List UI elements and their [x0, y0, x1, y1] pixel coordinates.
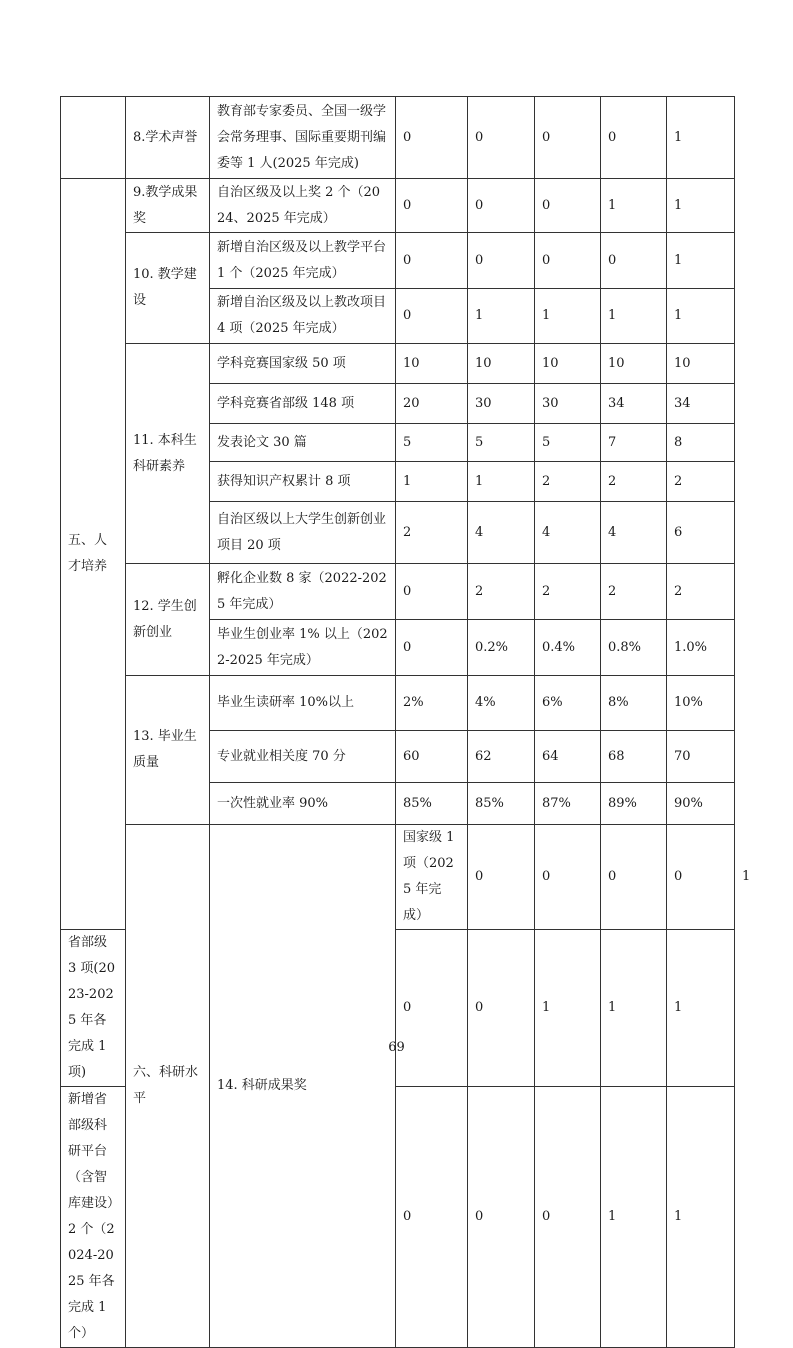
- value-cell: 0.4%: [535, 620, 601, 676]
- target-cell: 新增自治区级及以上教改项目 4 项（2025 年完成）: [210, 289, 396, 344]
- value-cell: 0: [601, 825, 667, 930]
- target-cell: 省部级 3 项(2023-2025 年各完成 1 项): [61, 930, 126, 1087]
- value-cell: 10: [601, 344, 667, 384]
- indicator-table: [60, 96, 751, 1348]
- target-cell: 国家级 1 项（2025 年完成）: [396, 825, 468, 930]
- value-cell: 5: [535, 424, 601, 462]
- table-row: [61, 564, 735, 620]
- value-cell: 1: [667, 289, 735, 344]
- value-cell: 1: [535, 289, 601, 344]
- value-cell: 0: [667, 825, 735, 930]
- value-cell: 1: [667, 1087, 735, 1348]
- value-cell: 90%: [667, 783, 735, 825]
- item-cell: 14. 科研成果奖: [210, 825, 396, 1348]
- value-cell: 1: [601, 289, 667, 344]
- value-cell: 2: [535, 462, 601, 502]
- value-cell: 0: [396, 289, 468, 344]
- table-row: [61, 344, 735, 384]
- value-cell: 2%: [396, 676, 468, 731]
- value-cell: 68: [601, 731, 667, 783]
- value-cell: 1: [468, 289, 535, 344]
- target-cell: 毕业生读研率 10%以上: [210, 676, 396, 731]
- value-cell: 0: [535, 1087, 601, 1348]
- target-cell: 新增自治区级及以上教学平台 1 个（2025 年完成）: [210, 233, 396, 289]
- value-cell: 2: [667, 564, 735, 620]
- value-cell: 0: [468, 233, 535, 289]
- value-cell: 10: [667, 344, 735, 384]
- value-cell: 0.2%: [468, 620, 535, 676]
- table-row: [61, 233, 735, 289]
- table-row: [61, 179, 735, 233]
- value-cell: 10: [535, 344, 601, 384]
- table-row: [61, 676, 735, 731]
- value-cell: 10%: [667, 676, 735, 731]
- value-cell: 30: [535, 384, 601, 424]
- value-cell: 2: [667, 462, 735, 502]
- value-cell: 34: [601, 384, 667, 424]
- target-cell: 学科竞赛省部级 148 项: [210, 384, 396, 424]
- value-cell: 64: [535, 731, 601, 783]
- value-cell: 10: [468, 344, 535, 384]
- value-cell: 4: [535, 502, 601, 564]
- value-cell: 70: [667, 731, 735, 783]
- target-cell: 教育部专家委员、全国一级学会常务理事、国际重要期刊编委等 1 人(2025 年完成): [210, 97, 396, 179]
- value-cell: 34: [667, 384, 735, 424]
- target-cell: 获得知识产权累计 8 项: [210, 462, 396, 502]
- value-cell: 1: [667, 233, 735, 289]
- value-cell: 0: [468, 825, 535, 930]
- value-cell: 0: [535, 233, 601, 289]
- value-cell: 20: [396, 384, 468, 424]
- value-cell: 85%: [468, 783, 535, 825]
- value-cell: 2: [396, 502, 468, 564]
- value-cell: 0: [468, 97, 535, 179]
- value-cell: 0: [396, 179, 468, 233]
- table-row: 六、科研水平 14. 科研成果奖 国家级 1 项（2025 年完成） 0 0 0 0 1: [61, 825, 735, 930]
- category-cell: 五、人才培养: [61, 179, 126, 930]
- value-cell: 6: [667, 502, 735, 564]
- category-cell: [61, 97, 126, 179]
- item-cell: 13. 毕业生质量: [126, 676, 210, 825]
- value-cell: 1: [535, 930, 601, 1087]
- item-cell: 9.教学成果奖: [126, 179, 210, 233]
- value-cell: 1: [601, 179, 667, 233]
- value-cell: 1: [601, 1087, 667, 1348]
- value-cell: 5: [396, 424, 468, 462]
- value-cell: 8: [667, 424, 735, 462]
- category-cell: 六、科研水平: [126, 825, 210, 1348]
- value-cell: 60: [396, 731, 468, 783]
- value-cell: 1: [667, 179, 735, 233]
- target-cell: 一次性就业率 90%: [210, 783, 396, 825]
- value-cell: 0: [396, 620, 468, 676]
- value-cell: 85%: [396, 783, 468, 825]
- target-cell: 学科竞赛国家级 50 项: [210, 344, 396, 384]
- item-cell: 10. 教学建设: [126, 233, 210, 344]
- value-cell: 0: [468, 1087, 535, 1348]
- item-cell: 12. 学生创新创业: [126, 564, 210, 676]
- target-cell: 自治区级及以上奖 2 个（2024、2025 年完成）: [210, 179, 396, 233]
- value-cell: 2: [535, 564, 601, 620]
- value-cell: 1: [396, 462, 468, 502]
- value-cell: 7: [601, 424, 667, 462]
- value-cell: 4: [601, 502, 667, 564]
- target-cell: 发表论文 30 篇: [210, 424, 396, 462]
- value-cell: 89%: [601, 783, 667, 825]
- value-cell: 0: [396, 930, 468, 1087]
- value-cell: 0: [535, 825, 601, 930]
- value-cell: 0.8%: [601, 620, 667, 676]
- value-cell: 0: [468, 179, 535, 233]
- value-cell: 0: [396, 97, 468, 179]
- value-cell: 2: [601, 462, 667, 502]
- value-cell: 0: [396, 564, 468, 620]
- value-cell: 4: [468, 502, 535, 564]
- value-cell: 0: [468, 930, 535, 1087]
- value-cell: 1: [468, 462, 535, 502]
- value-cell: 1: [601, 930, 667, 1087]
- value-cell: 2: [601, 564, 667, 620]
- target-cell: 专业就业相关度 70 分: [210, 731, 396, 783]
- page-number: 69: [388, 1040, 405, 1055]
- target-cell: 自治区级以上大学生创新创业项目 20 项: [210, 502, 396, 564]
- value-cell: 1: [667, 930, 735, 1087]
- item-cell: 11. 本科生科研素养: [126, 344, 210, 564]
- value-cell: 30: [468, 384, 535, 424]
- value-cell: 1: [667, 97, 735, 179]
- target-cell: 新增省部级科研平台（含智库建设）2 个（2024-2025 年各完成 1 个）: [61, 1087, 126, 1348]
- target-cell: 毕业生创业率 1% 以上（2022-2025 年完成）: [210, 620, 396, 676]
- value-cell: 0: [535, 179, 601, 233]
- value-cell: 6%: [535, 676, 601, 731]
- value-cell: 0: [396, 1087, 468, 1348]
- value-cell: 0: [535, 97, 601, 179]
- target-cell: 孵化企业数 8 家（2022-2025 年完成）: [210, 564, 396, 620]
- value-cell: 0: [396, 233, 468, 289]
- value-cell: 1.0%: [667, 620, 735, 676]
- item-cell: 8.学术声誉: [126, 97, 210, 179]
- value-cell: 10: [396, 344, 468, 384]
- value-cell: 62: [468, 731, 535, 783]
- value-cell: 87%: [535, 783, 601, 825]
- value-cell: 0: [601, 233, 667, 289]
- value-cell: 4%: [468, 676, 535, 731]
- value-cell: 5: [468, 424, 535, 462]
- table-row: [61, 97, 735, 179]
- value-cell: 0: [601, 97, 667, 179]
- value-cell: 8%: [601, 676, 667, 731]
- value-cell: 2: [468, 564, 535, 620]
